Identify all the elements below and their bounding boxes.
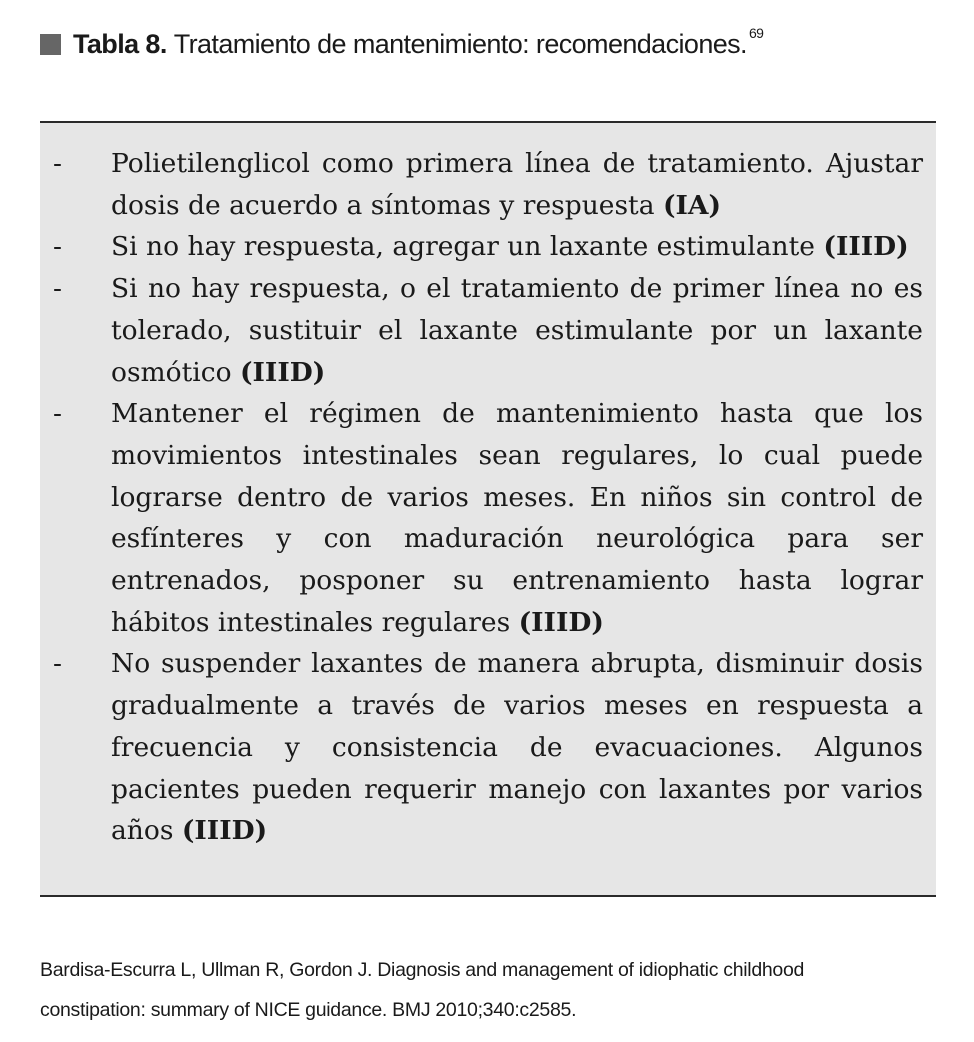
citation-line: constipation: summary of NICE guidance. BMJ 2010;340:c2585. <box>40 999 577 1021</box>
recommendations-table <box>40 121 936 897</box>
reference-superscript: 69 <box>748 25 764 41</box>
list-item <box>40 643 923 852</box>
list-item <box>40 268 923 393</box>
evidence-grade: (IA) <box>662 189 721 221</box>
recommendation-text: Si no hay respuesta, agregar un laxante estimulante <box>111 231 815 263</box>
citation <box>40 950 940 1030</box>
dash-bullet: - <box>53 398 62 430</box>
evidence-grade: (IIID) <box>181 815 268 847</box>
square-bullet-icon <box>40 34 61 55</box>
dash-bullet: - <box>53 231 62 263</box>
dash-bullet: - <box>53 273 62 305</box>
table-title <box>40 24 763 64</box>
recommendation-text: Mantener el régimen de mantenimiento hasta que los movimientos intestinales sean regulares, lo cual puede lograrse dentro de varios meses. En niños sin control de esfínteres y con maduración neurológica para ser entrenados, posponer su entrenamiento hasta lograr hábitos intestinales regulares <box>111 398 923 638</box>
recommendation-text: Polietilenglicol como primera línea de tratamiento. Ajustar dosis de acuerdo a síntomas y respuesta <box>111 148 923 221</box>
evidence-grade: (IIID) <box>823 231 909 263</box>
citation-line: Bardisa-Escurra L, Ullman R, Gordon J. Diagnosis and management of idiophatic childhood <box>40 959 805 981</box>
list-item <box>40 393 923 643</box>
list-item <box>40 143 923 226</box>
list-item <box>40 226 923 268</box>
table-title-text: Tratamiento de mantenimiento: recomendaciones. <box>173 28 747 59</box>
recommendations-list <box>40 143 936 852</box>
recommendation-text: Si no hay respuesta, o el tratamiento de primer línea no es tolerado, sustituir el laxante estimulante por un laxante osmótico <box>111 273 923 388</box>
evidence-grade: (IIID) <box>240 356 326 388</box>
dash-bullet: - <box>53 648 62 680</box>
recommendation-text: No suspender laxantes de manera abrupta, disminuir dosis gradualmente a través de varios meses en respuesta a frecuencia y consistencia de evacuaciones. Algunos pacientes pueden requerir manejo con laxantes por varios años <box>111 648 923 847</box>
evidence-grade: (IIID) <box>518 606 604 638</box>
table-label: Tabla 8. <box>73 28 167 59</box>
dash-bullet: - <box>53 148 62 179</box>
